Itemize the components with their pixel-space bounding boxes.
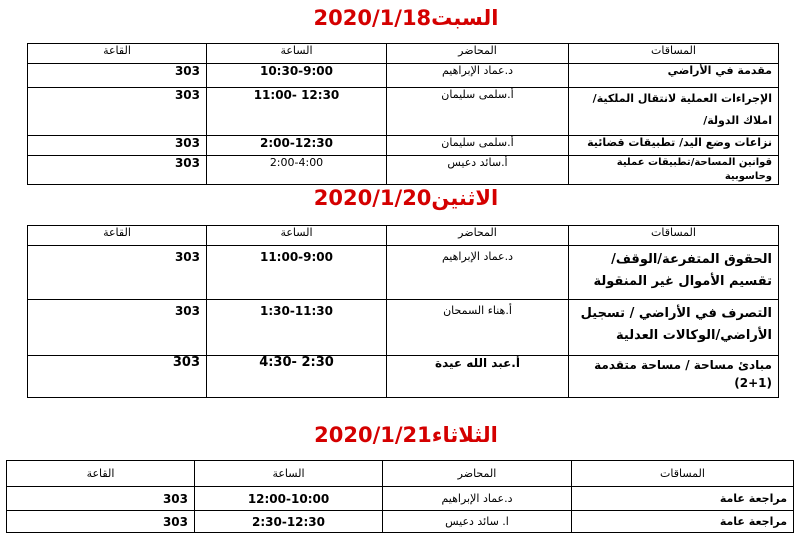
day-name: الثلاثاء — [431, 423, 498, 447]
day-title-monday — [0, 185, 798, 211]
lecturer-cell: ا. سائد دعيس — [383, 511, 572, 533]
course-cell: نزاعات وضع اليد/ تطبيقات قضائية — [569, 136, 779, 156]
header-lecturer: المحاضر — [387, 226, 569, 246]
room-cell: 303 — [28, 136, 207, 156]
time-cell: 2:00-12:30 — [207, 136, 387, 156]
table-row — [7, 487, 794, 511]
lecturer-cell: أ.سلمى سليمان — [387, 136, 569, 156]
course-cell: التصرف في الأراضي / تسجيل الأراضي/الوكالات العدلية — [569, 300, 779, 356]
room-cell: 303 — [28, 156, 207, 185]
header-room: القاعة — [28, 226, 207, 246]
course-cell: الحقوق المتفرعة/الوقف/تقسيم الأموال غير المنقولة — [569, 246, 779, 300]
day-name: الاثنين — [431, 186, 499, 210]
header-lecturer: المحاضر — [387, 44, 569, 64]
table-row — [28, 356, 779, 398]
header-course: المساقات — [569, 226, 779, 246]
header-room: القاعة — [7, 461, 195, 487]
header-time: الساعة — [195, 461, 383, 487]
header-course: المساقات — [569, 44, 779, 64]
room-cell: 303 — [28, 88, 207, 136]
lecturer-cell: أ.هناء السمحان — [387, 300, 569, 356]
course-cell: مراجعة عامة — [572, 487, 794, 511]
table-row — [28, 88, 779, 136]
time-cell: 2:30-12:30 — [195, 511, 383, 533]
room-cell: 303 — [28, 356, 207, 398]
time-cell: 12:30 -11:00 — [207, 88, 387, 136]
lecturer-cell: أ.عبد الله عيدة — [387, 356, 569, 398]
table-row — [28, 156, 779, 185]
time-cell: 10:30-9:00 — [207, 64, 387, 88]
header-course: المساقات — [572, 461, 794, 487]
day-title-tuesday — [0, 422, 798, 448]
room-cell: 303 — [28, 300, 207, 356]
schedule-table-monday — [27, 225, 779, 398]
table-row — [7, 511, 794, 533]
day-date: 2020/1/18 — [313, 6, 432, 30]
table-row — [28, 300, 779, 356]
schedule-table-saturday — [27, 43, 779, 185]
time-cell: 11:00-9:00 — [207, 246, 387, 300]
table-row — [28, 246, 779, 300]
time-cell: 2:00-4:00 — [207, 156, 387, 185]
lecturer-cell: د.عماد الإبراهيم — [387, 64, 569, 88]
course-cell: مبادئ مساحة / مساحة متقدمة (1+2) — [569, 356, 779, 398]
lecturer-cell: د.عماد الإبراهيم — [387, 246, 569, 300]
lecturer-cell: أ.سائد دعيس — [387, 156, 569, 185]
day-date: 2020/1/20 — [313, 186, 432, 210]
day-name: السبت — [431, 6, 499, 30]
lecturer-cell: أ.سلمى سليمان — [387, 88, 569, 136]
course-cell: مراجعة عامة — [572, 511, 794, 533]
lecturer-cell: د.عماد الإبراهيم — [383, 487, 572, 511]
schedule-table-tuesday — [6, 460, 794, 533]
header-room: القاعة — [28, 44, 207, 64]
header-lecturer: المحاضر — [383, 461, 572, 487]
table-row — [28, 136, 779, 156]
header-time: الساعة — [207, 226, 387, 246]
time-cell: 12:00-10:00 — [195, 487, 383, 511]
course-cell: قوانين المساحة/تطبيقات عملية وحاسوبية — [569, 156, 779, 185]
course-cell: الإجراءات العملية لانتقال الملكية/ املاك الدولة/ — [569, 88, 779, 136]
room-cell: 303 — [7, 511, 195, 533]
table-row — [28, 64, 779, 88]
course-cell: مقدمة في الأراضي — [569, 64, 779, 88]
day-date: 2020/1/21 — [314, 423, 432, 447]
room-cell: 303 — [7, 487, 195, 511]
header-time: الساعة — [207, 44, 387, 64]
room-cell: 303 — [28, 246, 207, 300]
time-cell: 1:30-11:30 — [207, 300, 387, 356]
room-cell: 303 — [28, 64, 207, 88]
day-title-saturday — [0, 5, 798, 31]
time-cell: 2:30 -4:30 — [207, 356, 387, 398]
